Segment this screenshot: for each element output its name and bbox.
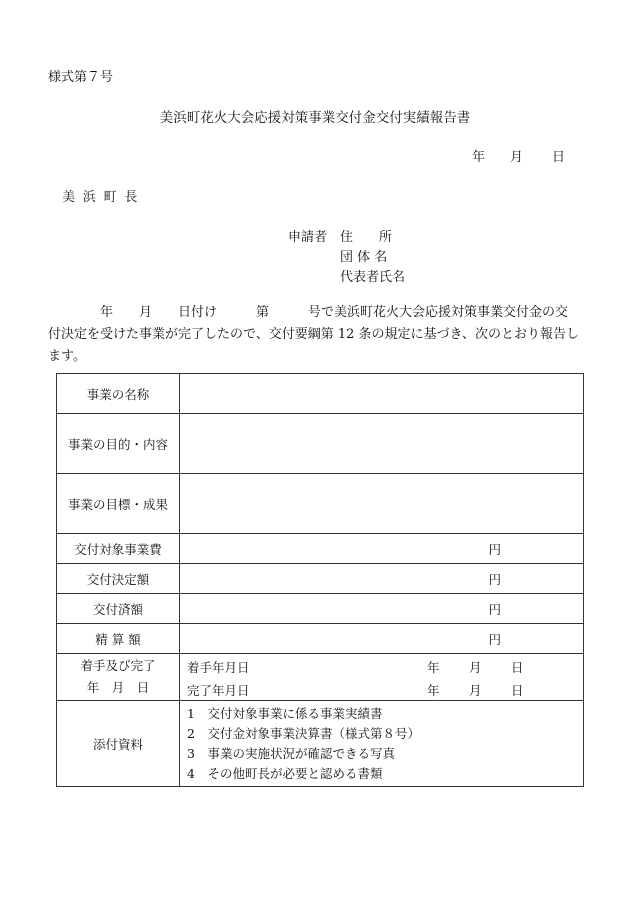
table-row [57,534,584,564]
settlement-amount-label: 精 算 額 [57,624,180,654]
date-day: 日 [552,150,566,165]
table-row [57,654,584,701]
yen-unit: 円 [488,631,501,647]
period-label-line2: 年 月 日 [86,680,150,695]
period-field [180,654,584,701]
attachment-item: 1 交付対象事業に係る事業実績書 [187,705,383,721]
table-row [57,564,584,594]
report-table [56,373,584,787]
attachment-item: 4 その他町長が必要と認める書類 [187,765,383,781]
attachment-item: 3 事業の実施状況が確認できる写真 [187,745,395,761]
yen-unit: 円 [488,541,501,557]
body-line: 付決定を受けた事業が完了したので、交付要綱第 12 条の規定に基づき、次のとおり報告し [48,327,580,342]
applicant-org-row [340,246,387,264]
yen-unit: 円 [488,601,501,617]
applicant-address-label: 住 所 [340,230,393,245]
date-year: 年 [472,150,486,165]
report-date [472,146,565,165]
table-row [57,594,584,624]
table-row [57,624,584,654]
target-cost-field[interactable] [180,534,584,564]
body-line: ます。 [48,349,86,364]
project-name-label: 事業の名称 [57,374,180,414]
project-name-field[interactable] [180,374,584,414]
target-cost-label: 交付対象事業費 [57,534,180,564]
start-date-label: 着手年月日 [187,660,250,675]
period-label [57,654,180,701]
start-date-value: 年 月 日 [427,660,524,675]
date-month: 月 [510,150,524,165]
start-date-row[interactable] [180,654,583,677]
body-line: 年 月 日付け 第 号で美浜町花火大会応援対策事業交付金の交 [48,305,569,320]
attachments-list [180,701,584,787]
purpose-label: 事業の目的・内容 [57,414,180,474]
end-date-row[interactable] [180,677,583,700]
paid-amount-field[interactable] [180,594,584,624]
form-number: 様式第７号 [48,70,114,85]
applicant-address-row [288,226,392,244]
applicant-rep-label: 代表者氏名 [340,270,406,285]
period-label-line1: 着手及び完了 [80,658,156,673]
applicant-rep-row [340,266,405,284]
purpose-field[interactable] [180,414,584,474]
attachment-item: 2 交付金対象事業決算書（様式第８号） [187,725,420,741]
body-paragraph [48,302,586,368]
goal-field[interactable] [180,474,584,534]
yen-unit: 円 [488,571,501,587]
table-row [57,701,584,787]
table-row [57,474,584,534]
decided-amount-field[interactable] [180,564,584,594]
end-date-value: 年 月 日 [427,683,524,698]
goal-label: 事業の目標・成果 [57,474,180,534]
paid-amount-label: 交付済額 [57,594,180,624]
applicant-org-label: 団 体 名 [340,250,388,265]
decided-amount-label: 交付決定額 [57,564,180,594]
settlement-amount-field[interactable] [180,624,584,654]
attachments-label: 添付資料 [57,701,180,787]
end-date-label: 完了年月日 [187,683,250,698]
addressee: 美浜町長 [62,190,146,205]
document-title: 美浜町花火大会応援対策事業交付金交付実績報告書 [159,110,471,126]
table-row [57,414,584,474]
applicant-prefix: 申請者 [288,230,328,245]
table-row [57,374,584,414]
